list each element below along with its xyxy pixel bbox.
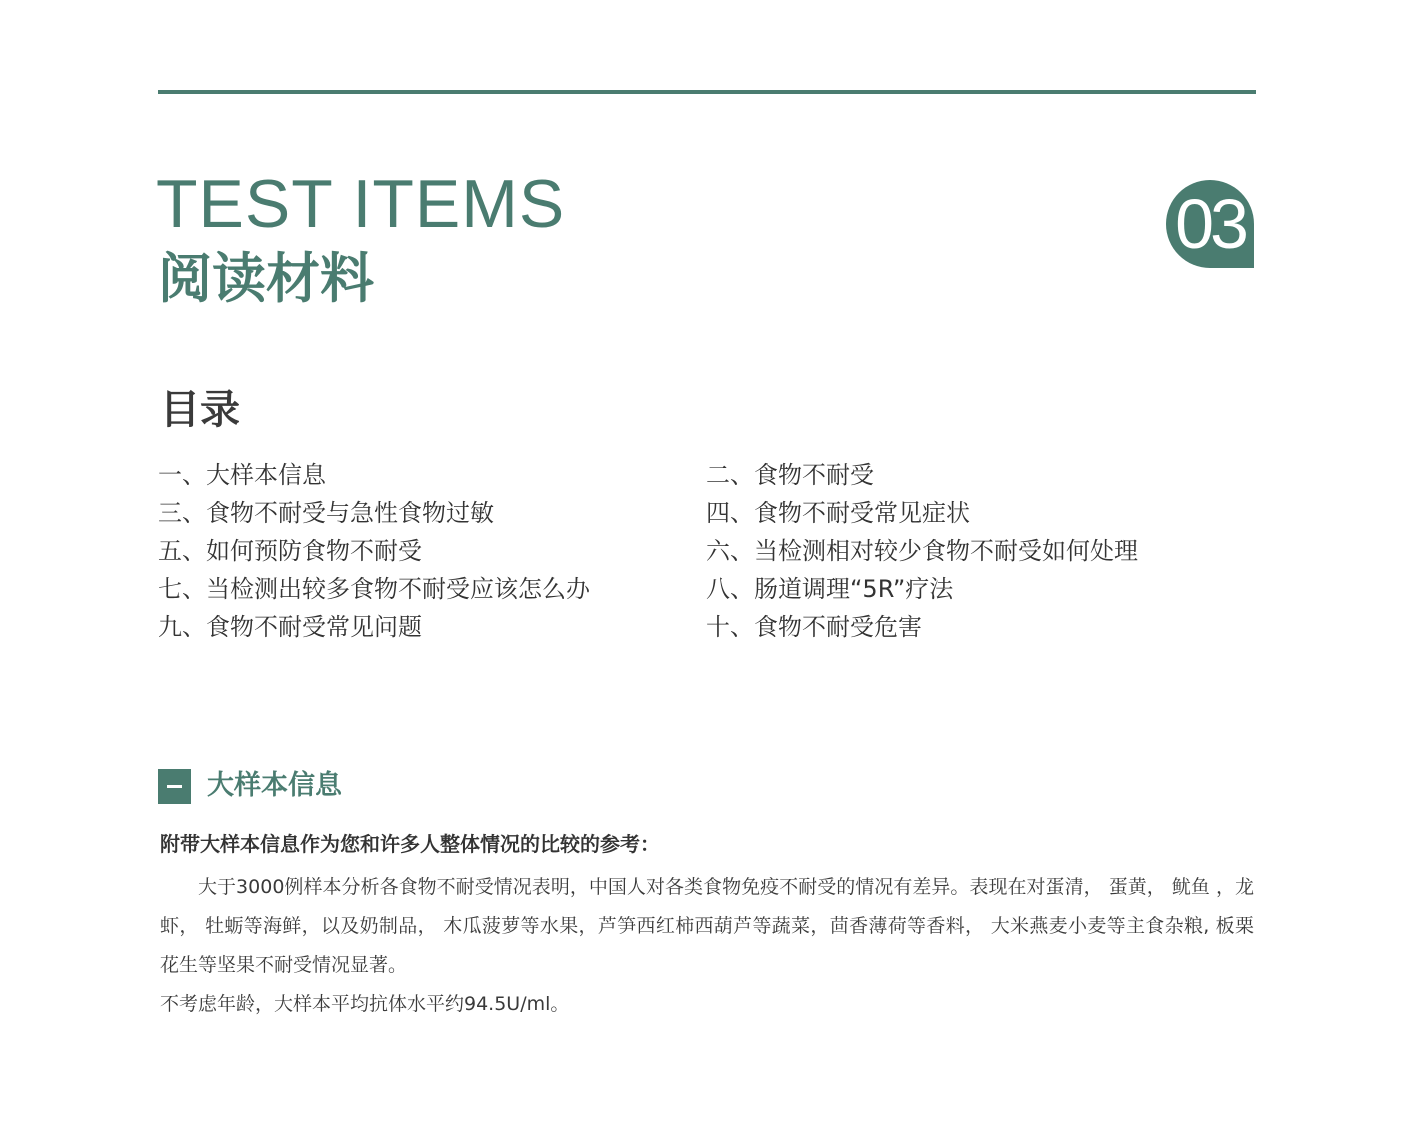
toc-item-3[interactable]: 三、食物不耐受与急性食物过敏 bbox=[158, 499, 494, 527]
toc-item-7[interactable]: 七、当检测出较多食物不耐受应该怎么办 bbox=[158, 575, 590, 603]
section-index-glyph bbox=[167, 785, 182, 788]
toc-item-8[interactable]: 八、肠道调理“5R”疗法 bbox=[706, 575, 954, 603]
section-body bbox=[160, 868, 1254, 1024]
toc-item-2[interactable]: 二、食物不耐受 bbox=[706, 461, 874, 489]
section-index-badge bbox=[158, 769, 191, 804]
section-title: 大样本信息 bbox=[207, 770, 342, 801]
table-of-contents bbox=[158, 456, 1258, 646]
section-heading bbox=[158, 768, 342, 804]
page-title-en: TEST ITEMS bbox=[156, 166, 566, 242]
toc-item-9[interactable]: 九、食物不耐受常见问题 bbox=[158, 613, 422, 641]
body-note: 不考虑年龄，大样本平均抗体水平约94.5U/ml。 bbox=[160, 993, 570, 1015]
body-paragraph: 大于3000例样本分析各食物不耐受情况表明，中国人对各类食物免疫不耐受的情况有差异。表现在对蛋清， 蛋黄， 鱿鱼 ，龙虾， 牡蛎等海鲜，以及奶制品， 木瓜菠萝等水果，芦笋西红柿西葫芦等蔬菜，茴香薄荷等香料， 大米燕麦小麦等主食杂粮, 板栗花生等坚果不耐受情况显著。 bbox=[160, 876, 1254, 976]
toc-heading: 目录 bbox=[160, 387, 240, 433]
page-title-cn: 阅读材料 bbox=[158, 247, 374, 310]
toc-item-5[interactable]: 五、如何预防食物不耐受 bbox=[158, 537, 422, 565]
toc-item-6[interactable]: 六、当检测相对较少食物不耐受如何处理 bbox=[706, 537, 1138, 565]
section-number-badge: 03 bbox=[1166, 180, 1254, 268]
toc-item-4[interactable]: 四、食物不耐受常见症状 bbox=[706, 499, 970, 527]
section-intro: 附带大样本信息作为您和许多人整体情况的比较的参考： bbox=[160, 832, 660, 856]
toc-item-1[interactable]: 一、大样本信息 bbox=[158, 461, 326, 489]
top-divider bbox=[158, 90, 1256, 94]
toc-item-10[interactable]: 十、食物不耐受危害 bbox=[706, 613, 922, 641]
